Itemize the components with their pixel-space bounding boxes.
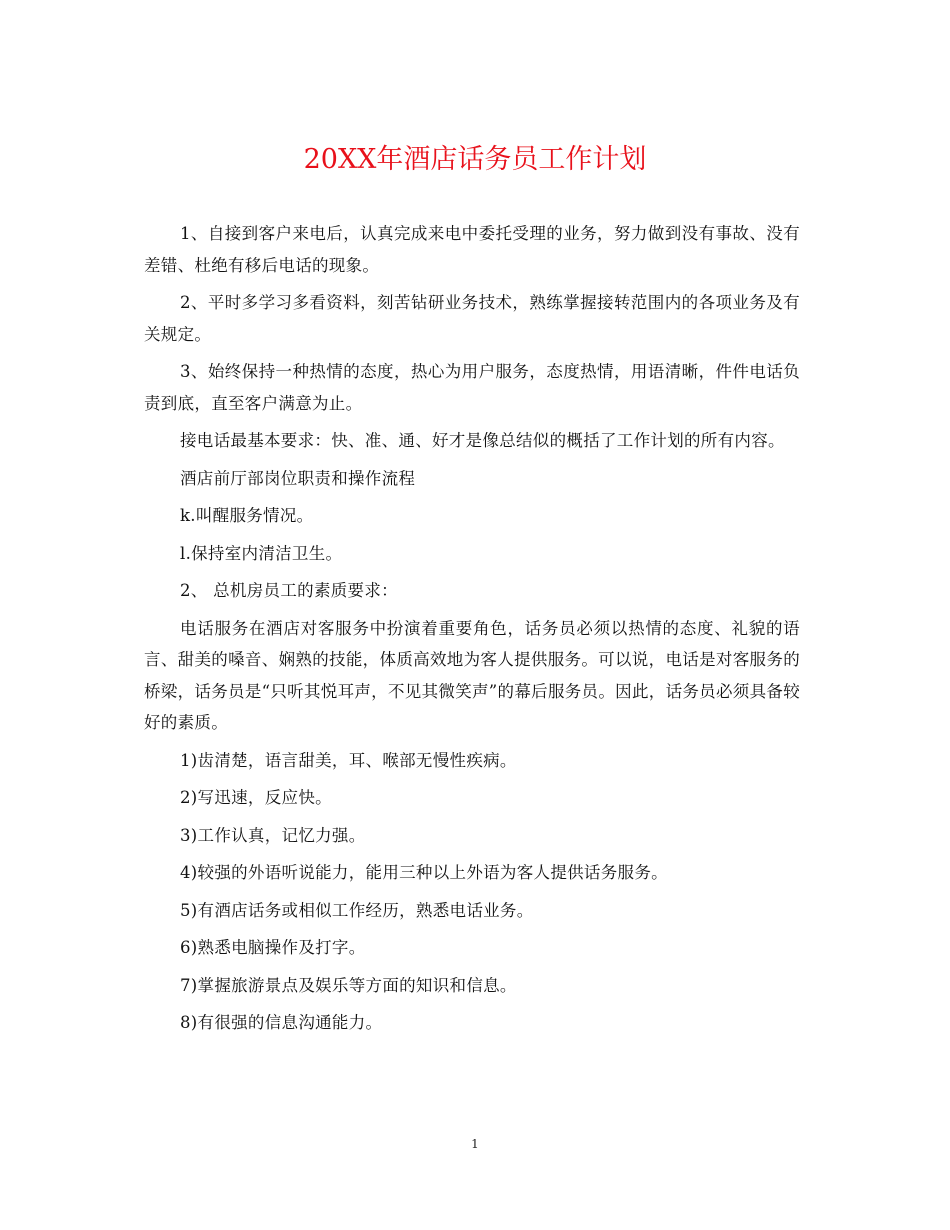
document-body xyxy=(144,218,800,1045)
paragraph-7: l.保持室内清洁卫生。 xyxy=(180,543,343,563)
paragraph-8: 2、 总机房员工的素质要求： xyxy=(180,581,398,600)
paragraph-15: 6)熟悉电脑操作及打字。 xyxy=(180,938,366,957)
paragraph-2: 2、平时多学习多看资料，刻苦钻研业务技术，熟练掌握接转范围内的各项业务及有关规定。 xyxy=(144,293,800,344)
paragraph-17: 8)有很强的信息沟通能力。 xyxy=(180,1013,383,1032)
document-title: 20XX年酒店话务员工作计划 xyxy=(303,144,647,175)
paragraph-6: k.叫醒服务情况。 xyxy=(180,506,314,525)
paragraph-5: 酒店前厅部岗位职责和操作流程 xyxy=(180,468,416,488)
paragraph-16: 7)掌握旅游景点及娱乐等方面的知识和信息。 xyxy=(180,975,517,995)
paragraph-12: 3)工作认真，记忆力强。 xyxy=(180,825,366,845)
paragraph-11: 2)写迅速，反应快。 xyxy=(180,788,332,807)
paragraph-10: 1)齿清楚，语言甜美，耳、喉部无慢性疾病。 xyxy=(180,750,517,770)
paragraph-3: 3、始终保持一种热情的态度，热心为用户服务，态度热情，用语清晰，件件电话负责到底，直至客户满意为止。 xyxy=(144,362,800,413)
page-number: 1 xyxy=(471,1137,479,1151)
paragraph-4: 接电话最基本要求：快、准、通、好才是像总结似的概括了工作计划的所有内容。 xyxy=(180,431,785,450)
paragraph-1: 1、自接到客户来电后，认真完成来电中委托受理的业务，努力做到没有事故、没有差错、杜绝有移后电话的现象。 xyxy=(144,224,800,275)
paragraph-9: 电话服务在酒店对客服务中扮演着重要角色，话务员必须以热情的态度、礼貌的语言、甜美的嗓音、娴熟的技能，体质高效地为客人提供服务。可以说，电话是对客服务的桥梁，话务员是“只听其悦耳声，不见其微笑声”的幕后服务员。因此，话务员必须具备较好的素质。 xyxy=(144,618,800,732)
paragraph-14: 5)有酒店话务或相似工作经历，熟悉电话业务。 xyxy=(180,900,534,920)
paragraph-13: 4)较强的外语听说能力，能用三种以上外语为客人提供话务服务。 xyxy=(180,863,668,882)
